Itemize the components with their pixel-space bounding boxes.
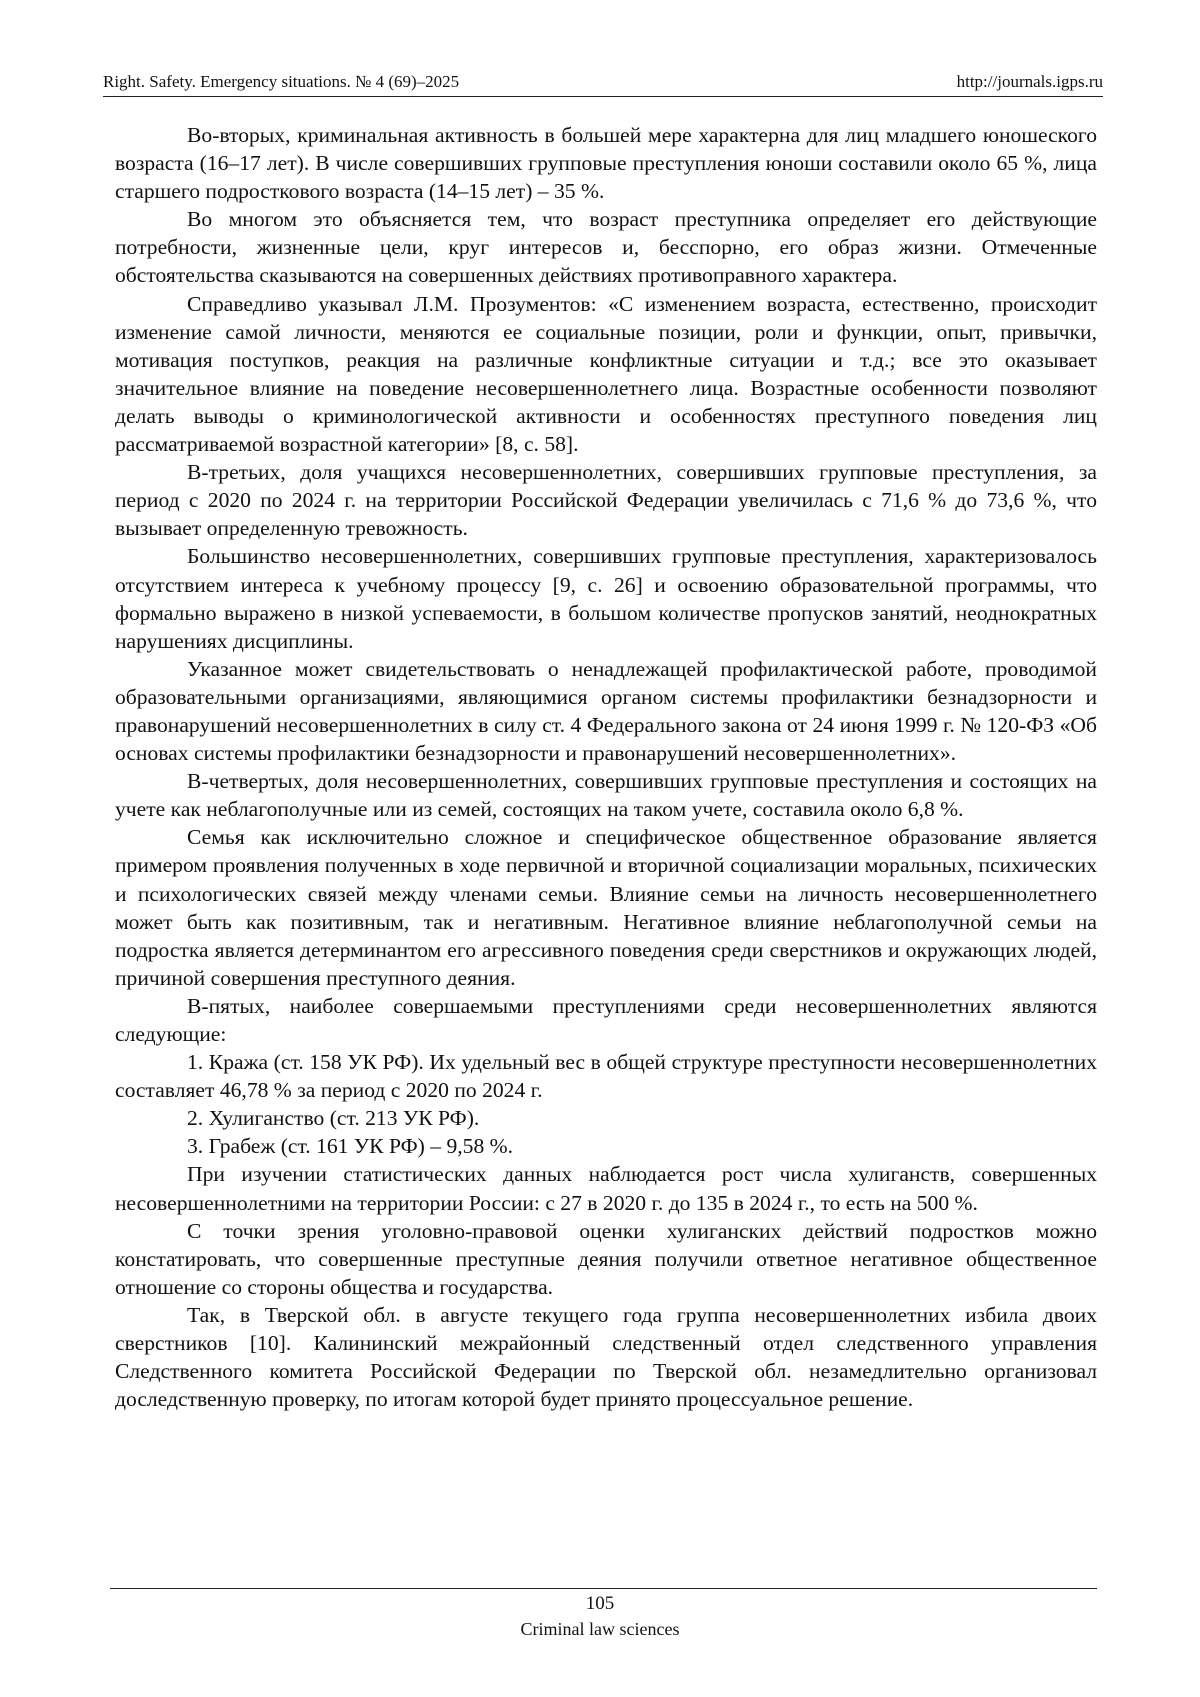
list-item: 1. Кража (ст. 158 УК РФ). Их удельный вес в общей структуре преступности несовершеннолетних составляет 46,78 % за период с 2020 по 2024 г. xyxy=(115,1050,1097,1103)
list-item: 2. Хулиганство (ст. 213 УК РФ). xyxy=(187,1106,480,1131)
paragraph: Во-вторых, криминальная активность в большей мере характерна для лиц младшего юношеского возраста (16–17 лет). В числе совершивших групповые преступления юноши составили около 65 %, лица старшего подросткового возраста (14–15 лет) – 35 %. xyxy=(115,123,1097,204)
journal-title: Right. Safety. Emergency situations. № 4 (69)–2025 xyxy=(103,72,460,91)
running-header xyxy=(103,72,1103,97)
paragraph: Большинство несовершеннолетних, совершивших групповые преступления, характеризовалось отсутствием интереса к учебному процессу [9, с. 26] и освоению образовательной программы, что формально выражено в низкой успеваемости, в большом количестве пропусков занятий, неоднократных нарушениях дисциплины. xyxy=(115,544,1097,653)
paragraph: Так, в Тверской обл. в августе текущего года группа несовершеннолетних избила двоих сверстников [10]. Калининский межрайонный следственный отдел следственного управления Следственного комитета Российской Федерации по Тверской обл. незамедлительно организовал доследственную проверку, по итогам которой будет принято процессуальное решение. xyxy=(115,1302,1097,1412)
paragraph: Во многом это объясняется тем, что возраст преступника определяет его действующие потребности, жизненные цели, круг интересов и, бесспорно, его образ жизни. Отмеченные обстоятельства сказываются на совершенных действиях противоправного характера. xyxy=(115,207,1097,288)
page-number: 105 xyxy=(585,1593,615,1614)
paragraph: В-третьих, доля учащихся несовершеннолетних, совершивших групповые преступления, за период с 2020 по 2024 г. на территории Российской Федерации увеличилась с 71,6 % до 73,6 %, что вызывает определенную тревожность. xyxy=(115,460,1097,541)
paragraph: В-пятых, наиболее совершаемыми преступлениями среди несовершеннолетних являются следующие: xyxy=(115,993,1097,1046)
footer-section-title: Criminal law sciences xyxy=(520,1619,680,1639)
journal-url: http://journals.igps.ru xyxy=(956,72,1103,91)
paragraph: С точки зрения уголовно-правовой оценки хулиганских действий подростков можно констатировать, что совершенные преступные деяния получили ответное негативное общественное отношение со стороны общества и государства. xyxy=(115,1218,1097,1299)
paragraph: Семья как исключительно сложное и специфическое общественное образование является примером проявления полученных в ходе первичной и вторичной социализации моральных, психических и психологических связей между членами семьи. Влияние семьи на личность несовершеннолетнего может быть как позитивным, так и негативным. Негативное влияние неблагополучной семьи на подростка является детерминантом его агрессивного поведения среди сверстников и окружающих людей, причиной совершения преступного деяния. xyxy=(115,825,1097,990)
article-body xyxy=(115,121,1097,1413)
paragraph: Указанное может свидетельствовать о ненадлежащей профилактической работе, проводимой образовательными организациями, являющимися органом системы профилактики безнадзорности и правонарушений несовершеннолетних в силу ст. 4 Федерального закона от 24 июня 1999 г. № 120-ФЗ «Об основах системы профилактики безнадзорности и правонарушений несовершеннолетних». xyxy=(115,656,1097,766)
paragraph: В-четвертых, доля несовершеннолетних, совершивших групповые преступления и состоящих на учете как неблагополучные или из семей, состоящих на таком учете, составила около 6,8 %. xyxy=(115,769,1097,822)
paragraph: Справедливо указывал Л.М. Прозументов: «С изменением возраста, естественно, происходит изменение самой личности, меняются ее социальные позиции, роли и функции, опыт, привычки, мотивация поступков, реакция на различные конфликтные ситуации и т.д.; все это оказывает значительное влияние на поведение несовершеннолетнего лица. Возрастные особенности позволяют делать выводы о криминологической активности и особенностях преступного поведения лиц рассматриваемой возрастной категории» [8, с. 58]. xyxy=(115,291,1097,457)
paragraph: При изучении статистических данных наблюдается рост числа хулиганств, совершенных несовершеннолетними на территории России: с 27 в 2020 г. до 135 в 2024 г., то есть на 500 %. xyxy=(115,1162,1097,1215)
list-item: 3. Грабеж (ст. 161 УК РФ) – 9,58 %. xyxy=(187,1134,514,1159)
footer-divider xyxy=(110,1588,1097,1589)
